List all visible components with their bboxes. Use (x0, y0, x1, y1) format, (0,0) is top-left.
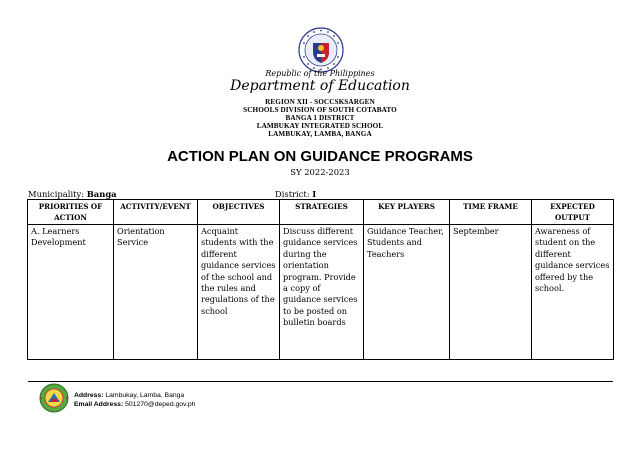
header-objectives: OBJECTIVES (198, 200, 280, 225)
district-label: District: (275, 189, 310, 199)
location-line: LAMBUKAY, LAMBA, BANGA (268, 130, 372, 138)
district-field (275, 189, 316, 199)
cell-key-players: Guidance Teacher, Students and Teachers (364, 225, 450, 360)
table-header-row (28, 200, 614, 225)
district-value: I (312, 189, 317, 199)
email-label: Email Address: (74, 401, 124, 408)
municipality-value: Banga (86, 189, 117, 199)
address-value: Lambukay, Lamba, Banga (105, 392, 185, 399)
division-line: SCHOOLS DIVISION OF SOUTH COTABATO (243, 106, 397, 114)
email-value: 501270@deped.gov.ph (125, 401, 196, 408)
footer-address (74, 392, 184, 399)
header-priorities: PRIORITIES OF ACTION (28, 200, 114, 225)
region-line: REGION XII - SOCCSKSARGEN (265, 98, 375, 106)
header-strategies: STRATEGIES (280, 200, 364, 225)
footer-divider (28, 381, 613, 382)
table-row (28, 225, 614, 360)
cell-objectives: Acquaint students with the different guidance services of the school and the rules and regulations of the school (198, 225, 280, 360)
department-name: Department of Education (230, 78, 410, 94)
cell-priority: A. Learners Development (28, 225, 114, 360)
header-activity: ACTIVITY/EVENT (114, 200, 198, 225)
action-plan-table (27, 199, 614, 360)
cell-activity: Orientation Service (114, 225, 198, 360)
page-title: ACTION PLAN ON GUIDANCE PROGRAMS (167, 148, 473, 165)
header-key-players: KEY PLAYERS (364, 200, 450, 225)
header-time-frame: TIME FRAME (450, 200, 532, 225)
header-expected-output: EXPECTED OUTPUT (532, 200, 614, 225)
school-line: LAMBUKAY INTEGRATED SCHOOL (256, 122, 384, 130)
deped-seal-icon (298, 27, 344, 73)
school-logo-icon (36, 383, 72, 413)
cell-strategies: Discuss different guidance services during the orientation program. Provide a copy of guidance services to be posted on bulletin boards (280, 225, 364, 360)
republic-label: Republic of the Philippines (265, 69, 375, 78)
cell-time-frame: September (450, 225, 532, 360)
address-label: Address: (74, 392, 104, 399)
footer-email (74, 401, 195, 408)
municipality-field (28, 189, 117, 199)
school-year: SY 2022-2023 (290, 167, 350, 177)
municipality-label: Municipality: (28, 189, 85, 199)
district-line: BANGA 1 DISTRICT (285, 114, 355, 122)
cell-expected-output: Awareness of student on the different guidance services offered by the school. (532, 225, 614, 360)
